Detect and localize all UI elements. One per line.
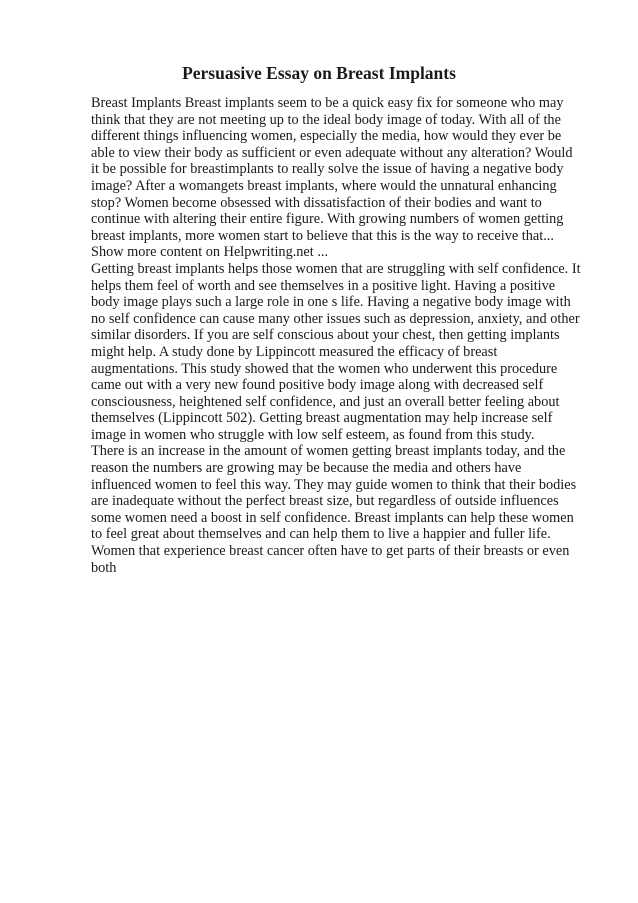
text-line: Show more content on Helpwriting.net ... bbox=[91, 244, 329, 261]
text-line: helps them feel of worth and see themselves in a positive light. Having a positive bbox=[91, 277, 556, 294]
text-line: some women need a boost in self confidence. Breast implants can help these women bbox=[91, 509, 574, 526]
text-line: think that they are not meeting up to the ideal body image of today. With all of the bbox=[91, 111, 561, 128]
text-line: might help. A study done by Lippincott measured the efficacy of breast bbox=[91, 343, 498, 360]
text-line: different things influencing women, especially the media, how would they ever be bbox=[91, 128, 562, 145]
text-line: able to view their body as sufficient or even adequate without any alteration? Would bbox=[91, 144, 573, 161]
text-line: image in women who struggle with low self esteem, as found from this study. bbox=[91, 426, 535, 443]
document-title: Persuasive Essay on Breast Implants bbox=[182, 63, 456, 83]
text-line: breast implants, more women start to believe that this is the way to receive that... bbox=[91, 227, 554, 244]
text-line: no self confidence can cause many other issues such as depression, anxiety, and other bbox=[91, 310, 580, 327]
text-line: came out with a very new found positive body image along with decreased self bbox=[91, 377, 544, 394]
text-line: themselves (Lippincott 502). Getting breast augmentation may help increase self bbox=[91, 410, 553, 427]
text-line: stop? Women become obsessed with dissatisfaction of their bodies and want to bbox=[91, 194, 542, 211]
text-line: influenced women to feel this way. They may guide women to think that their bodies bbox=[91, 476, 577, 493]
text-line: Breast Implants Breast implants seem to be a quick easy fix for someone who may bbox=[91, 95, 564, 111]
document-body bbox=[91, 95, 601, 576]
text-line: continue with altering their entire figure. With growing numbers of women getting bbox=[91, 211, 564, 228]
text-line: There is an increase in the amount of women getting breast implants today, and the bbox=[91, 443, 566, 460]
text-line: image? After a womangets breast implants, where would the unnatural enhancing bbox=[91, 177, 557, 194]
text-line: reason the numbers are growing may be because the media and others have bbox=[91, 460, 522, 477]
text-line: augmentations. This study showed that the women who underwent this procedure bbox=[91, 360, 558, 377]
text-line: consciousness, heightened self confidence, and just an overall better feeling about bbox=[91, 393, 560, 410]
text-line: are inadequate without the perfect breast size, but regardless of outside influences bbox=[91, 493, 559, 510]
text-line: it be possible for breastimplants to really solve the issue of having a negative body bbox=[91, 161, 564, 178]
text-line: body image plays such a large role in one s life. Having a negative body image with bbox=[91, 294, 571, 311]
text-line: to feel great about themselves and can help them to live a happier and fuller life. bbox=[91, 526, 551, 543]
text-line: similar disorders. If you are self conscious about your chest, then getting implants bbox=[91, 327, 560, 344]
text-line: Women that experience breast cancer often have to get parts of their breasts or even bbox=[91, 543, 570, 560]
text-line: Getting breast implants helps those women that are struggling with self confidence. It bbox=[91, 260, 581, 277]
text-line: both bbox=[91, 559, 117, 576]
